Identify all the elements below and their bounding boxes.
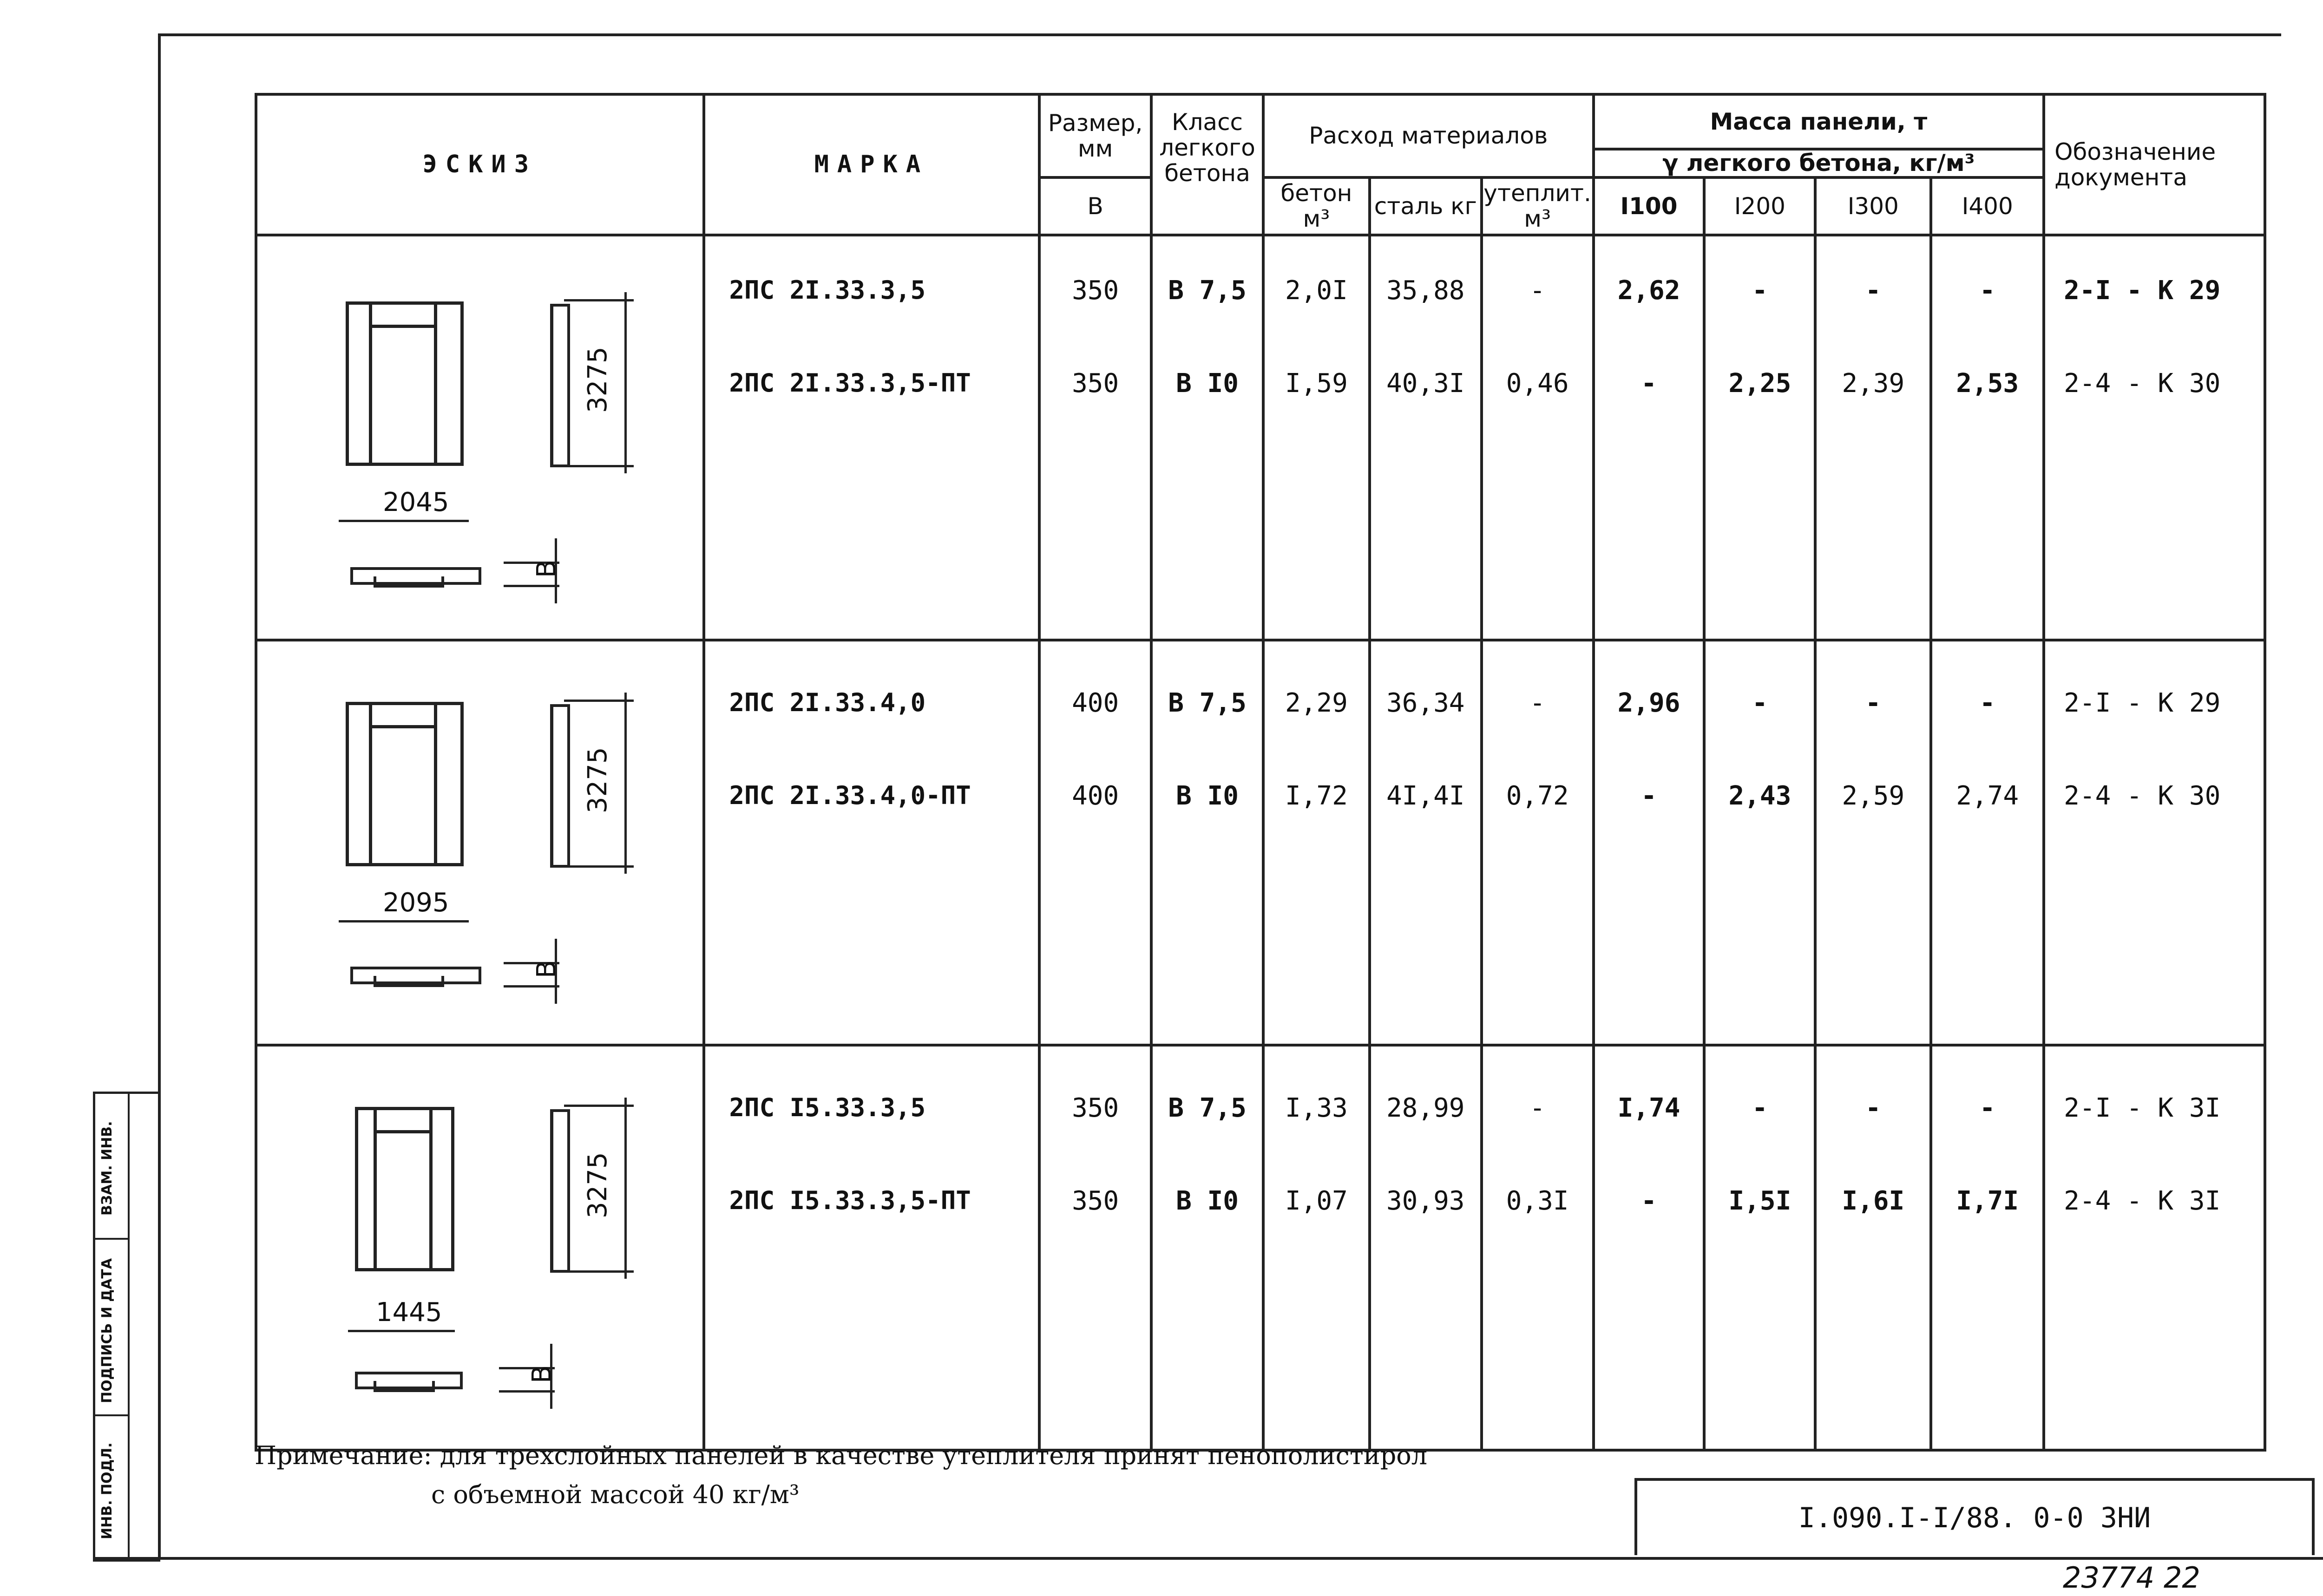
height-dim-ext [564,299,634,301]
mass-1300-cell [1815,235,1931,640]
class-value: В I0 [1176,781,1239,811]
mass-1400-cell [1931,640,2044,1045]
side-stamp [93,1092,160,1562]
mass-value: 2,62 [1617,275,1680,306]
note-line-2: с объемной массой 40 кг/м³ [431,1480,800,1509]
doc-cell [2044,640,2265,1045]
size-cell [1039,640,1151,1045]
sketch-panel-2 [256,640,704,1045]
height-dim-line [624,1098,627,1279]
header-eskiz: ЭСКИЗ [256,94,704,235]
beton-cell [1263,1045,1370,1450]
height-dim-ext [564,465,634,467]
uteplit-cell [1482,1045,1594,1450]
mass-1200-cell [1704,640,1815,1045]
mass-1100-cell [1594,235,1705,640]
table-row-group-3 [256,1045,2265,1450]
header-size: Размер, мм [1039,94,1151,177]
sketch-panel-3 [256,1045,704,1450]
header-density-1300: I300 [1815,177,1931,235]
marka-cell [704,1045,1040,1450]
header-mat-steel: сталь кг [1370,177,1482,235]
b-dim-ext [504,985,559,988]
document-code-box [1634,1478,2315,1555]
stal-value: 40,3I [1386,368,1465,399]
size-value: 350 [1072,275,1119,306]
class-value: В I0 [1176,1186,1239,1216]
marka-cell [704,235,1040,640]
mass-value: - [1641,1186,1657,1216]
mass-1200-cell [1704,1045,1815,1450]
table-row-group-2 [256,640,2265,1045]
table-row-group-1 [256,235,2265,640]
header-density-1400: I400 [1931,177,2044,235]
stal-cell [1370,640,1482,1045]
mass-value: 2,59 [1842,781,1905,811]
uteplit-value: - [1529,275,1545,306]
height-dim-ext [564,700,634,702]
panel-plan-rib [374,976,444,987]
header-materials: Расход материалов [1263,94,1594,177]
doc-value: 2-4 - К 3I [2064,1186,2221,1216]
panel-side-profile [550,304,570,467]
width-dim-line [339,920,469,922]
doc-value: 2-I - К 29 [2064,275,2221,306]
size-cell [1039,1045,1151,1450]
width-dim-value: 2095 [383,888,449,918]
mass-value: I,5I [1728,1186,1791,1216]
panel-inner-edge [374,1130,429,1133]
mass-value: - [1979,1093,1995,1123]
width-dim-value: 2045 [383,487,449,517]
size-value: 350 [1072,1186,1119,1216]
beton-cell [1263,640,1370,1045]
height-dim-value: 3275 [583,747,613,813]
mass-1400-cell [1931,1045,2044,1450]
mass-1400-cell [1931,235,2044,640]
header-doc: Обозначение документа [2044,94,2265,235]
frame-bottom-border [93,1557,2323,1560]
doc-value: 2-4 - К 30 [2064,368,2221,399]
handwritten-number: 23774 22 [2063,1561,2200,1595]
beton-value: I,59 [1285,368,1348,399]
b-dim-label: В [532,560,562,578]
panel-plan-rib [374,576,444,588]
panel-plan-rib [374,1381,435,1392]
mass-value: - [1979,688,1995,718]
stal-cell [1370,1045,1482,1450]
header-mass: Масса панели, т [1594,94,2044,149]
mass-value: 2,39 [1842,368,1905,399]
stamp-podpis-data: ПОДПИСЬ И ДАТА [99,1258,115,1404]
panel-rib [429,1107,433,1271]
marka-value: 2ПС I5.33.3,5-ПТ [729,1186,971,1215]
stal-value: 30,93 [1386,1186,1465,1216]
uteplit-value: - [1529,688,1545,718]
b-dim-label: В [527,1365,557,1383]
marka-value: 2ПС 2I.33.4,0 [729,688,926,717]
width-dim-value: 1445 [376,1297,442,1328]
uteplit-value: 0,3I [1506,1186,1569,1216]
beton-cell [1263,235,1370,640]
uteplit-value: 0,46 [1506,368,1569,399]
mass-1100-cell [1594,640,1705,1045]
mass-value: 2,25 [1728,368,1791,399]
header-density-1200: I200 [1704,177,1815,235]
doc-value: 2-4 - К 30 [2064,781,2221,811]
header-size-b: В [1039,177,1151,235]
mass-value: - [1641,368,1657,399]
beton-value: I,72 [1285,781,1348,811]
mass-value: - [1865,688,1881,718]
height-dim-value: 3275 [583,1152,613,1218]
stal-cell [1370,235,1482,640]
mass-value: - [1865,1093,1881,1123]
mass-value: - [1979,275,1995,306]
note-line-1: Примечание: для трехслойных панелей в качестве утеплителя принят пенополистирол [255,1441,1428,1470]
class-value: В 7,5 [1168,275,1247,306]
mass-value: 2,96 [1617,688,1680,718]
b-dim-ext [504,585,559,587]
stamp-vzam-inv: ВЗАМ. ИНВ. [99,1121,115,1216]
uteplit-cell [1482,235,1594,640]
frame-top-border [158,33,2281,36]
uteplit-cell [1482,640,1594,1045]
stamp-inv-podl: ИНВ. ПОДЛ. [99,1442,115,1540]
mass-value: - [1641,781,1657,811]
mass-value: - [1752,275,1768,306]
size-value: 400 [1072,781,1119,811]
b-dim-ext [499,1390,555,1393]
mass-value: I,74 [1617,1093,1680,1123]
header-concrete-class: Класс легкого бетона [1151,94,1263,235]
mass-1200-cell [1704,235,1815,640]
header-density-1100: I100 [1594,177,1705,235]
sketch-panel-1 [256,235,704,640]
stal-value: 36,34 [1386,688,1465,718]
stamp-divider [128,1094,130,1559]
mass-1100-cell [1594,1045,1705,1450]
size-cell [1039,235,1151,640]
mass-value: 2,74 [1956,781,2019,811]
height-dim-ext [564,1270,634,1273]
mass-value: - [1752,688,1768,718]
header-marka: МАРКА [704,94,1040,235]
width-dim-line [339,520,469,522]
height-dim-line [624,292,627,473]
height-dim-line [624,693,627,874]
width-dim-line [348,1330,455,1332]
class-value: В I0 [1176,368,1239,399]
class-value: В 7,5 [1168,1093,1247,1123]
panel-inner-edge [369,325,434,328]
beton-value: 2,29 [1285,688,1348,718]
panel-inner-edge [369,725,434,728]
b-dim-label: В [532,960,562,978]
panel-side-profile [550,1109,570,1273]
mass-value: I,6I [1842,1186,1905,1216]
stal-value: 4I,4I [1386,781,1465,811]
uteplit-value: - [1529,1093,1545,1123]
doc-value: 2-I - К 3I [2064,1093,2221,1123]
size-value: 350 [1072,368,1119,399]
height-dim-ext [564,865,634,868]
size-value: 400 [1072,688,1119,718]
doc-cell [2044,1045,2265,1450]
marka-value: 2ПС 2I.33.4,0-ПТ [729,781,971,810]
mass-value: - [1865,275,1881,306]
stal-value: 35,88 [1386,275,1465,306]
class-value: В 7,5 [1168,688,1247,718]
beton-value: I,33 [1285,1093,1348,1123]
mass-value: - [1752,1093,1768,1123]
header-mat-concrete: бетон м³ [1263,177,1370,235]
doc-value: 2-I - К 29 [2064,688,2221,718]
stal-value: 28,99 [1386,1093,1465,1123]
header-mat-insul: утеплит. м³ [1482,177,1594,235]
marka-value: 2ПС 2I.33.3,5-ПТ [729,368,971,398]
size-value: 350 [1072,1093,1119,1123]
class-cell [1151,235,1263,640]
document-code: I.090.I-I/88. 0-0 ЗНИ [1798,1502,2151,1534]
marka-cell [704,640,1040,1045]
height-dim-ext [564,1105,634,1107]
marka-value: 2ПС 2I.33.3,5 [729,275,926,305]
mass-value: 2,53 [1956,368,2019,399]
panel-side-profile [550,704,570,868]
mass-1300-cell [1815,1045,1931,1450]
mass-value: I,7I [1956,1186,2019,1216]
note-block [255,1436,1427,1514]
panel-rib [434,702,437,866]
mass-value: 2,43 [1728,781,1791,811]
header-density: γ легкого бетона, кг/м³ [1594,149,2044,177]
panel-rib [434,301,437,466]
beton-value: I,07 [1285,1186,1348,1216]
class-cell [1151,640,1263,1045]
panel-spec-table [255,93,2266,1452]
height-dim-value: 3275 [583,347,613,413]
uteplit-value: 0,72 [1506,781,1569,811]
mass-1300-cell [1815,640,1931,1045]
beton-value: 2,0I [1285,275,1348,306]
doc-cell [2044,235,2265,640]
class-cell [1151,1045,1263,1450]
marka-value: 2ПС I5.33.3,5 [729,1093,926,1122]
